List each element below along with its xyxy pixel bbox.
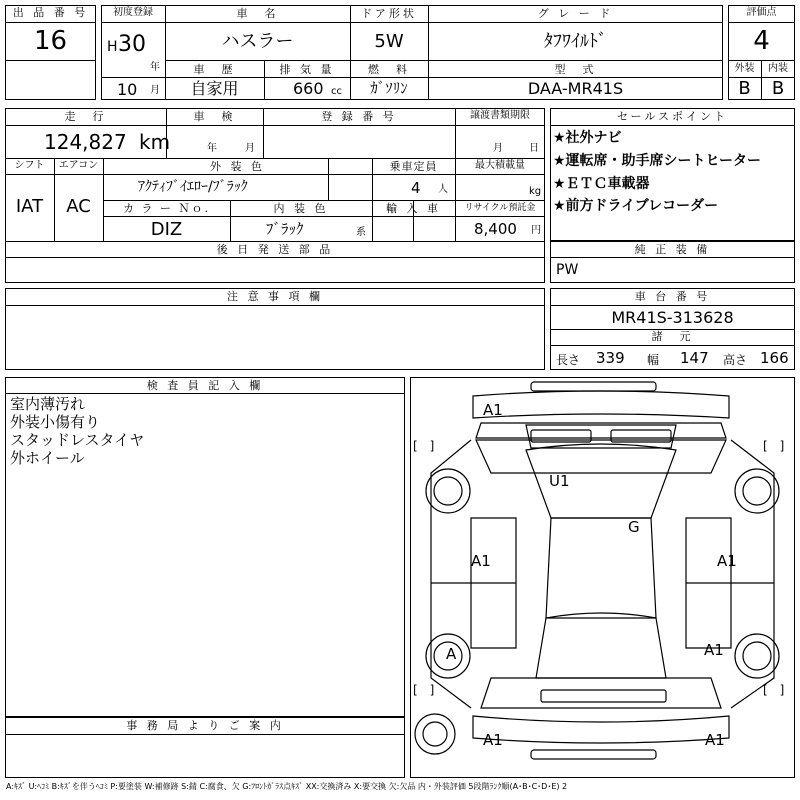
door: 5W xyxy=(374,31,404,52)
color-no: DIZ xyxy=(150,219,183,240)
color-label: 外 装 色 xyxy=(210,160,265,173)
displacement-unit: cc xyxy=(331,86,342,97)
inspector-label: 検 査 員 記 入 欄 xyxy=(146,379,264,392)
height-label: 高さ xyxy=(723,353,748,367)
ext-grade: B xyxy=(738,78,751,99)
mark-roof: U1 xyxy=(549,472,570,490)
ac-label: エアコン xyxy=(58,160,99,171)
model: DAA-MR41S xyxy=(527,79,624,98)
model-label: 型 式 xyxy=(554,63,597,76)
door-label: ドア形状 xyxy=(361,7,417,20)
shift: IAT xyxy=(15,196,44,217)
mark-rear-left: A1 xyxy=(483,731,503,749)
era: H xyxy=(107,39,118,55)
svg-text:[ ]: [ ] xyxy=(763,683,785,697)
mark-glass: G xyxy=(628,518,640,536)
chassis-number: MR41S-313628 xyxy=(611,308,734,327)
displacement-label: 排 気 量 xyxy=(279,63,335,76)
car-name-label: 車 名 xyxy=(236,7,279,20)
inspection-label: 車 検 xyxy=(193,110,236,123)
car-history-label: 車 歴 xyxy=(193,63,236,76)
recycle-label: リサイクル預託金 xyxy=(464,203,536,213)
office-label: 事 務 局 よ り ご 案 内 xyxy=(126,719,284,732)
displacement: 660 xyxy=(293,79,324,98)
chassis-label: 車 台 番 号 xyxy=(634,290,711,303)
capacity-unit: 人 xyxy=(438,184,448,195)
shift-label: シフト xyxy=(14,160,45,171)
car-history: 自家用 xyxy=(190,79,239,98)
score: 4 xyxy=(753,26,770,56)
max-load-unit: kg xyxy=(529,186,542,197)
interior-color: ﾌﾞﾗｯｸ xyxy=(266,220,304,238)
capacity: 4 xyxy=(411,179,421,197)
sales-point: ★ＥＴＣ車載器 xyxy=(553,176,650,192)
max-load-label: 最大積載量 xyxy=(475,160,525,171)
mileage-label: 走 行 xyxy=(64,110,107,123)
grade: ﾀﾌﾜｲﾙﾄﾞ xyxy=(544,31,607,52)
inspection-year-unit: 年 xyxy=(207,143,217,154)
car-name: ハスラー xyxy=(221,31,294,52)
int-label: 内装 xyxy=(768,63,788,74)
inspector-note: 室内薄汚れ xyxy=(10,395,86,413)
transfer-month-unit: 月 xyxy=(493,143,503,154)
svg-text:[ ]: [ ] xyxy=(763,439,785,453)
inspector-note: スタッドレスタイヤ xyxy=(10,431,145,449)
mark-left-rear-wheel: A xyxy=(446,645,457,663)
car-outline-svg xyxy=(411,378,794,777)
fuel: ｶﾞｿﾘﾝ xyxy=(370,79,408,97)
mark-right-door: A1 xyxy=(717,552,737,570)
mark-right-rear-wheel: A1 xyxy=(704,641,724,659)
width-label: 幅 xyxy=(647,353,660,367)
sales-point: ★社外ナビ xyxy=(553,130,622,146)
svg-text:[ ]: [ ] xyxy=(413,683,435,697)
year-unit: 年 xyxy=(150,62,160,73)
capacity-label: 乗車定員 xyxy=(389,160,438,173)
height: 166 xyxy=(760,349,789,367)
mark-rear-right: A1 xyxy=(705,731,725,749)
spec-label: 諸 元 xyxy=(651,330,694,343)
color-no-label: カ ラ ー Ｎｏ. xyxy=(123,202,210,215)
month-unit: 月 xyxy=(150,85,160,96)
year: 30 xyxy=(118,32,146,57)
fuel-label: 燃 料 xyxy=(368,63,410,76)
interior-color-label: 内 装 色 xyxy=(273,202,329,215)
car-diagram xyxy=(410,377,795,778)
mileage: 124,827 xyxy=(44,130,127,154)
genuine-equipment-label: 純 正 装 備 xyxy=(634,243,711,256)
lot-no: 16 xyxy=(33,26,68,56)
transfer-label: 譲渡書類期限 xyxy=(470,110,530,121)
notes-label: 注 意 事 項 欄 xyxy=(227,290,323,303)
later-parts-label: 後 日 発 送 部 品 xyxy=(216,243,334,256)
mark-left-door: A1 xyxy=(471,552,491,570)
int-grade: B xyxy=(771,78,785,99)
recycle-unit: 円 xyxy=(531,225,541,236)
inspector-note: 外ホイール xyxy=(10,449,85,467)
length: 339 xyxy=(596,349,625,367)
color: ｱｸﾃｨﾌﾞｲｴﾛｰ/ﾌﾞﾗｯｸ xyxy=(138,179,248,195)
sales-point: ★運転席・助手席シートヒーター xyxy=(553,153,761,169)
month: 10 xyxy=(117,80,138,99)
transfer-day-unit: 日 xyxy=(529,143,539,154)
recycle: 8,400 xyxy=(474,220,517,238)
sales-point: ★前方ドライブレコーダー xyxy=(553,198,719,214)
score-label: 評価点 xyxy=(746,7,777,18)
width: 147 xyxy=(680,349,709,367)
mark-front-bumper: A1 xyxy=(483,401,503,419)
ext-label: 外装 xyxy=(734,63,755,74)
ac: AC xyxy=(66,196,91,217)
legend: A:ｷｽﾞ U:ﾍｺﾐ B:ｷｽﾞを伴うﾍｺﾐ P:要塗装 W:補修跡 S:錆 C:腐食、欠 G:ﾌﾛﾝﾄｶﾞﾗｽ点ｷｽﾞ XX:交換済み X:要交換 欠:欠品 内・外装評価 5段階ﾗﾝｸ順(A･B･C･D･E) 2 xyxy=(6,782,568,791)
first-reg-label: 初度登録 xyxy=(113,7,153,18)
reg-no-label: 登 録 番 号 xyxy=(321,110,397,123)
interior-suffix: 系 xyxy=(356,227,366,238)
mileage-unit: km xyxy=(139,130,171,154)
genuine-equipment: PW xyxy=(556,262,579,278)
inspector-note: 外装小傷有り xyxy=(10,413,101,431)
import-label: 輸 入 車 xyxy=(386,202,441,215)
sales-points-label: セールスポイント xyxy=(616,110,728,123)
grade-label: グ レ ー ド xyxy=(537,7,614,20)
sales-points-box xyxy=(550,108,795,241)
length-label: 長さ xyxy=(556,353,581,367)
svg-text:[ ]: [ ] xyxy=(413,439,435,453)
inspection-month-unit: 月 xyxy=(245,143,255,154)
lot-no-label: 出 品 番 号 xyxy=(12,6,89,19)
